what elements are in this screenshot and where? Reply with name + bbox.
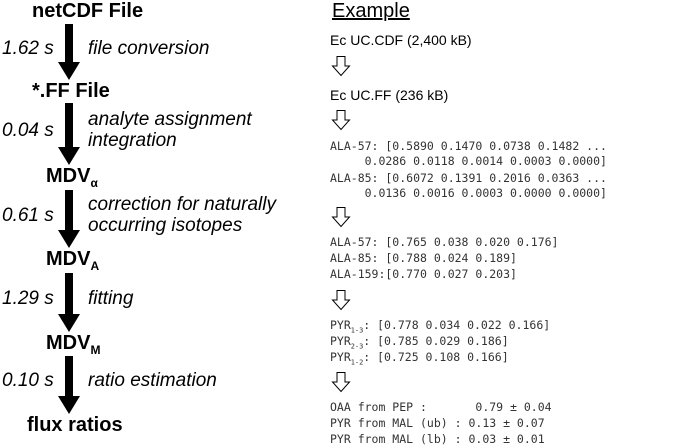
down-arrow-icon: [58, 190, 80, 248]
down-arrow-icon: [58, 356, 80, 414]
example-ff-file: Ec UC.FF (236 kB): [330, 87, 449, 103]
mdv-m-line: [330, 318, 550, 334]
stage-netcdf-file: netCDF File: [32, 0, 144, 22]
stage-flux-ratios: flux ratios: [27, 414, 123, 436]
flux-ratio-line: OAA from PEP : 0.79 ± 0.04: [330, 400, 552, 414]
stage-mdv-alpha-label: MDV: [46, 165, 91, 187]
step-description: correction for naturally: [88, 194, 276, 215]
down-arrow-icon: [58, 24, 80, 80]
down-arrow-icon: [58, 103, 80, 165]
mdv-m-line: [330, 334, 509, 350]
mdv-m-values: : [0.725 0.108 0.166]: [363, 350, 509, 364]
mdv-m-sub: 2-3: [350, 342, 364, 351]
hollow-down-arrow-icon: [332, 372, 350, 392]
hollow-down-arrow-icon: [332, 207, 350, 227]
step-time: 1.29 s: [2, 288, 54, 309]
stage-ff-file: *.FF File: [32, 80, 110, 102]
step-time: 0.10 s: [2, 370, 54, 391]
stage-mdv-m-label: MDV: [46, 332, 91, 354]
example-title: Example: [332, 0, 410, 22]
mdv-m-values: : [0.778 0.034 0.022 0.166]: [363, 318, 551, 332]
step-description: analyte assignment: [88, 109, 252, 130]
hollow-down-arrow-icon: [332, 56, 350, 76]
stage-mdv-alpha-sub: α: [90, 176, 98, 190]
stage-mdv-a-label: MDV: [46, 248, 91, 270]
step-description: file conversion: [88, 38, 210, 59]
mdv-m-name: PYR: [330, 334, 351, 348]
mdv-a-line: ALA-85: [0.788 0.024 0.189]: [330, 251, 517, 265]
down-arrow-icon: [58, 273, 80, 332]
step-time: 0.61 s: [2, 205, 54, 226]
stage-mdv-a: [46, 248, 99, 273]
step-time: 1.62 s: [2, 38, 54, 59]
step-description: integration: [88, 130, 177, 151]
hollow-down-arrow-icon: [332, 290, 350, 310]
step-description: fitting: [88, 288, 134, 309]
stage-mdv-m: [46, 332, 100, 357]
mdv-m-name: PYR: [330, 318, 351, 332]
mdv-m-values: : [0.785 0.029 0.186]: [363, 334, 509, 348]
step-time: 0.04 s: [2, 120, 54, 141]
step-description: ratio estimation: [88, 370, 217, 391]
stage-mdv-m-sub: M: [90, 343, 101, 357]
mdv-alpha-line: 0.0286 0.0118 0.0014 0.0003 0.0000]: [330, 154, 607, 168]
mdv-alpha-line: 0.0136 0.0016 0.0003 0.0000 0.0000]: [330, 186, 607, 200]
mdv-m-sub: 1-3: [350, 326, 364, 335]
mdv-a-line: ALA-57: [0.765 0.038 0.020 0.176]: [330, 235, 559, 249]
stage-mdv-a-sub: A: [90, 259, 100, 273]
step-description: occurring isotopes: [88, 215, 243, 236]
mdv-m-sub: 1-2: [350, 358, 364, 367]
mdv-alpha-line: ALA-85: [0.6072 0.1391 0.2016 0.0363 ...: [330, 171, 607, 185]
flux-ratio-line: PYR from MAL (ub) : 0.13 ± 0.07: [330, 416, 545, 430]
example-cdf-file: Ec UC.CDF (2,400 kB): [330, 32, 472, 48]
mdv-alpha-line: ALA-57: [0.5890 0.1470 0.0738 0.1482 ...: [330, 139, 607, 153]
mdv-m-name: PYR: [330, 350, 351, 364]
stage-mdv-alpha: [46, 165, 98, 190]
hollow-down-arrow-icon: [332, 110, 350, 130]
mdv-a-line: ALA-159:[0.770 0.027 0.203]: [330, 267, 517, 281]
mdv-m-line: [330, 350, 509, 366]
flux-ratio-line: PYR from MAL (lb) : 0.03 ± 0.01: [330, 432, 545, 446]
